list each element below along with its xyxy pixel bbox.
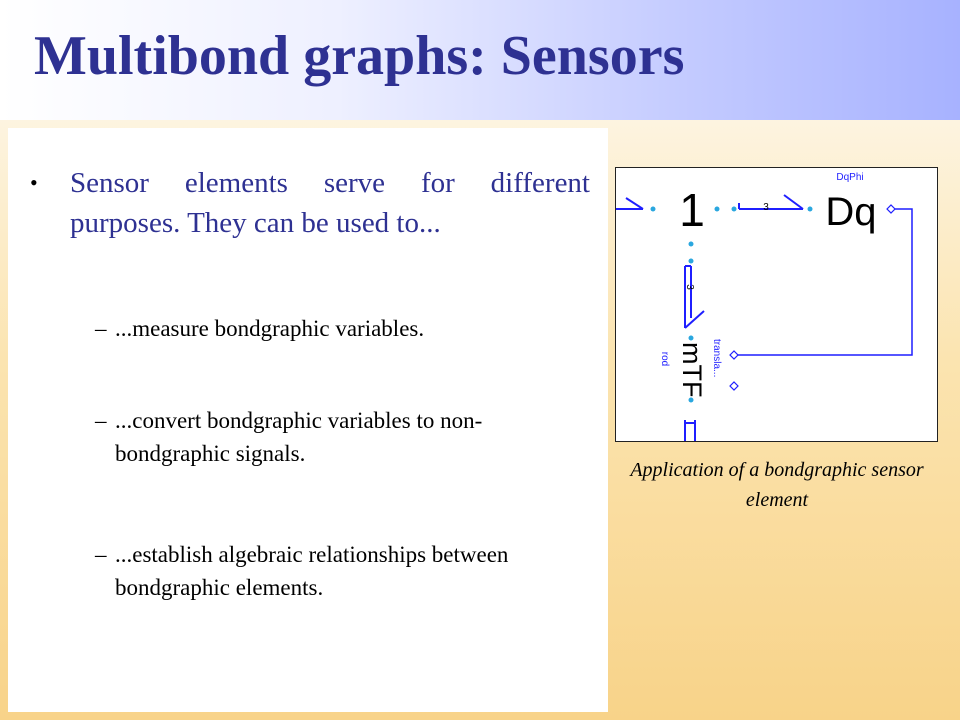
transformer-name: rod (659, 351, 670, 367)
port-dot (808, 207, 813, 212)
sub-item-marker: – (95, 316, 107, 341)
lower-bond (685, 420, 695, 441)
sub-item-text: ...measure bondgraphic variables. (115, 316, 425, 341)
bondgraph-diagram (616, 168, 937, 441)
slide-title: Multibond graphs: Sensors (34, 25, 685, 87)
main-bullet-text: Sensor elements serve for different purposes. They can be used to... (70, 167, 590, 239)
bond-number-horizontal: 3 (763, 202, 769, 213)
sensor-label: Dq (825, 190, 877, 234)
figure-caption: Application of a bondgraphic sensor element (630, 459, 924, 511)
sub-item-text: ...convert bondgraphic variables to non-bondgraphic signals. (115, 408, 483, 466)
bond-number-vertical: 3 (684, 284, 695, 290)
signal-port-out (887, 205, 895, 213)
sub-item-text: ...establish algebraic relationships between bondgraphic elements. (115, 542, 509, 600)
port-dot (715, 207, 720, 212)
sub-item-marker: – (95, 408, 107, 433)
port-dot (689, 259, 694, 264)
sensor-name: DqPhi (836, 172, 864, 183)
vertical-bond (685, 266, 704, 328)
port-dot (689, 398, 694, 403)
port-dot (689, 336, 694, 341)
transformer-port-label: transla... (711, 339, 722, 378)
signal-port-lower (730, 382, 738, 390)
port-dot (689, 242, 694, 247)
left-bond (616, 198, 643, 209)
horizontal-bond (739, 195, 803, 209)
port-dot (651, 207, 656, 212)
junction-label: 1 (679, 184, 705, 236)
transformer-label: mTF (677, 342, 707, 398)
bondgraph-figure (615, 167, 938, 442)
sub-item-marker: – (95, 542, 107, 567)
port-dot (732, 207, 737, 212)
signal-port-in (730, 351, 738, 359)
bullet-marker: • (30, 170, 38, 195)
